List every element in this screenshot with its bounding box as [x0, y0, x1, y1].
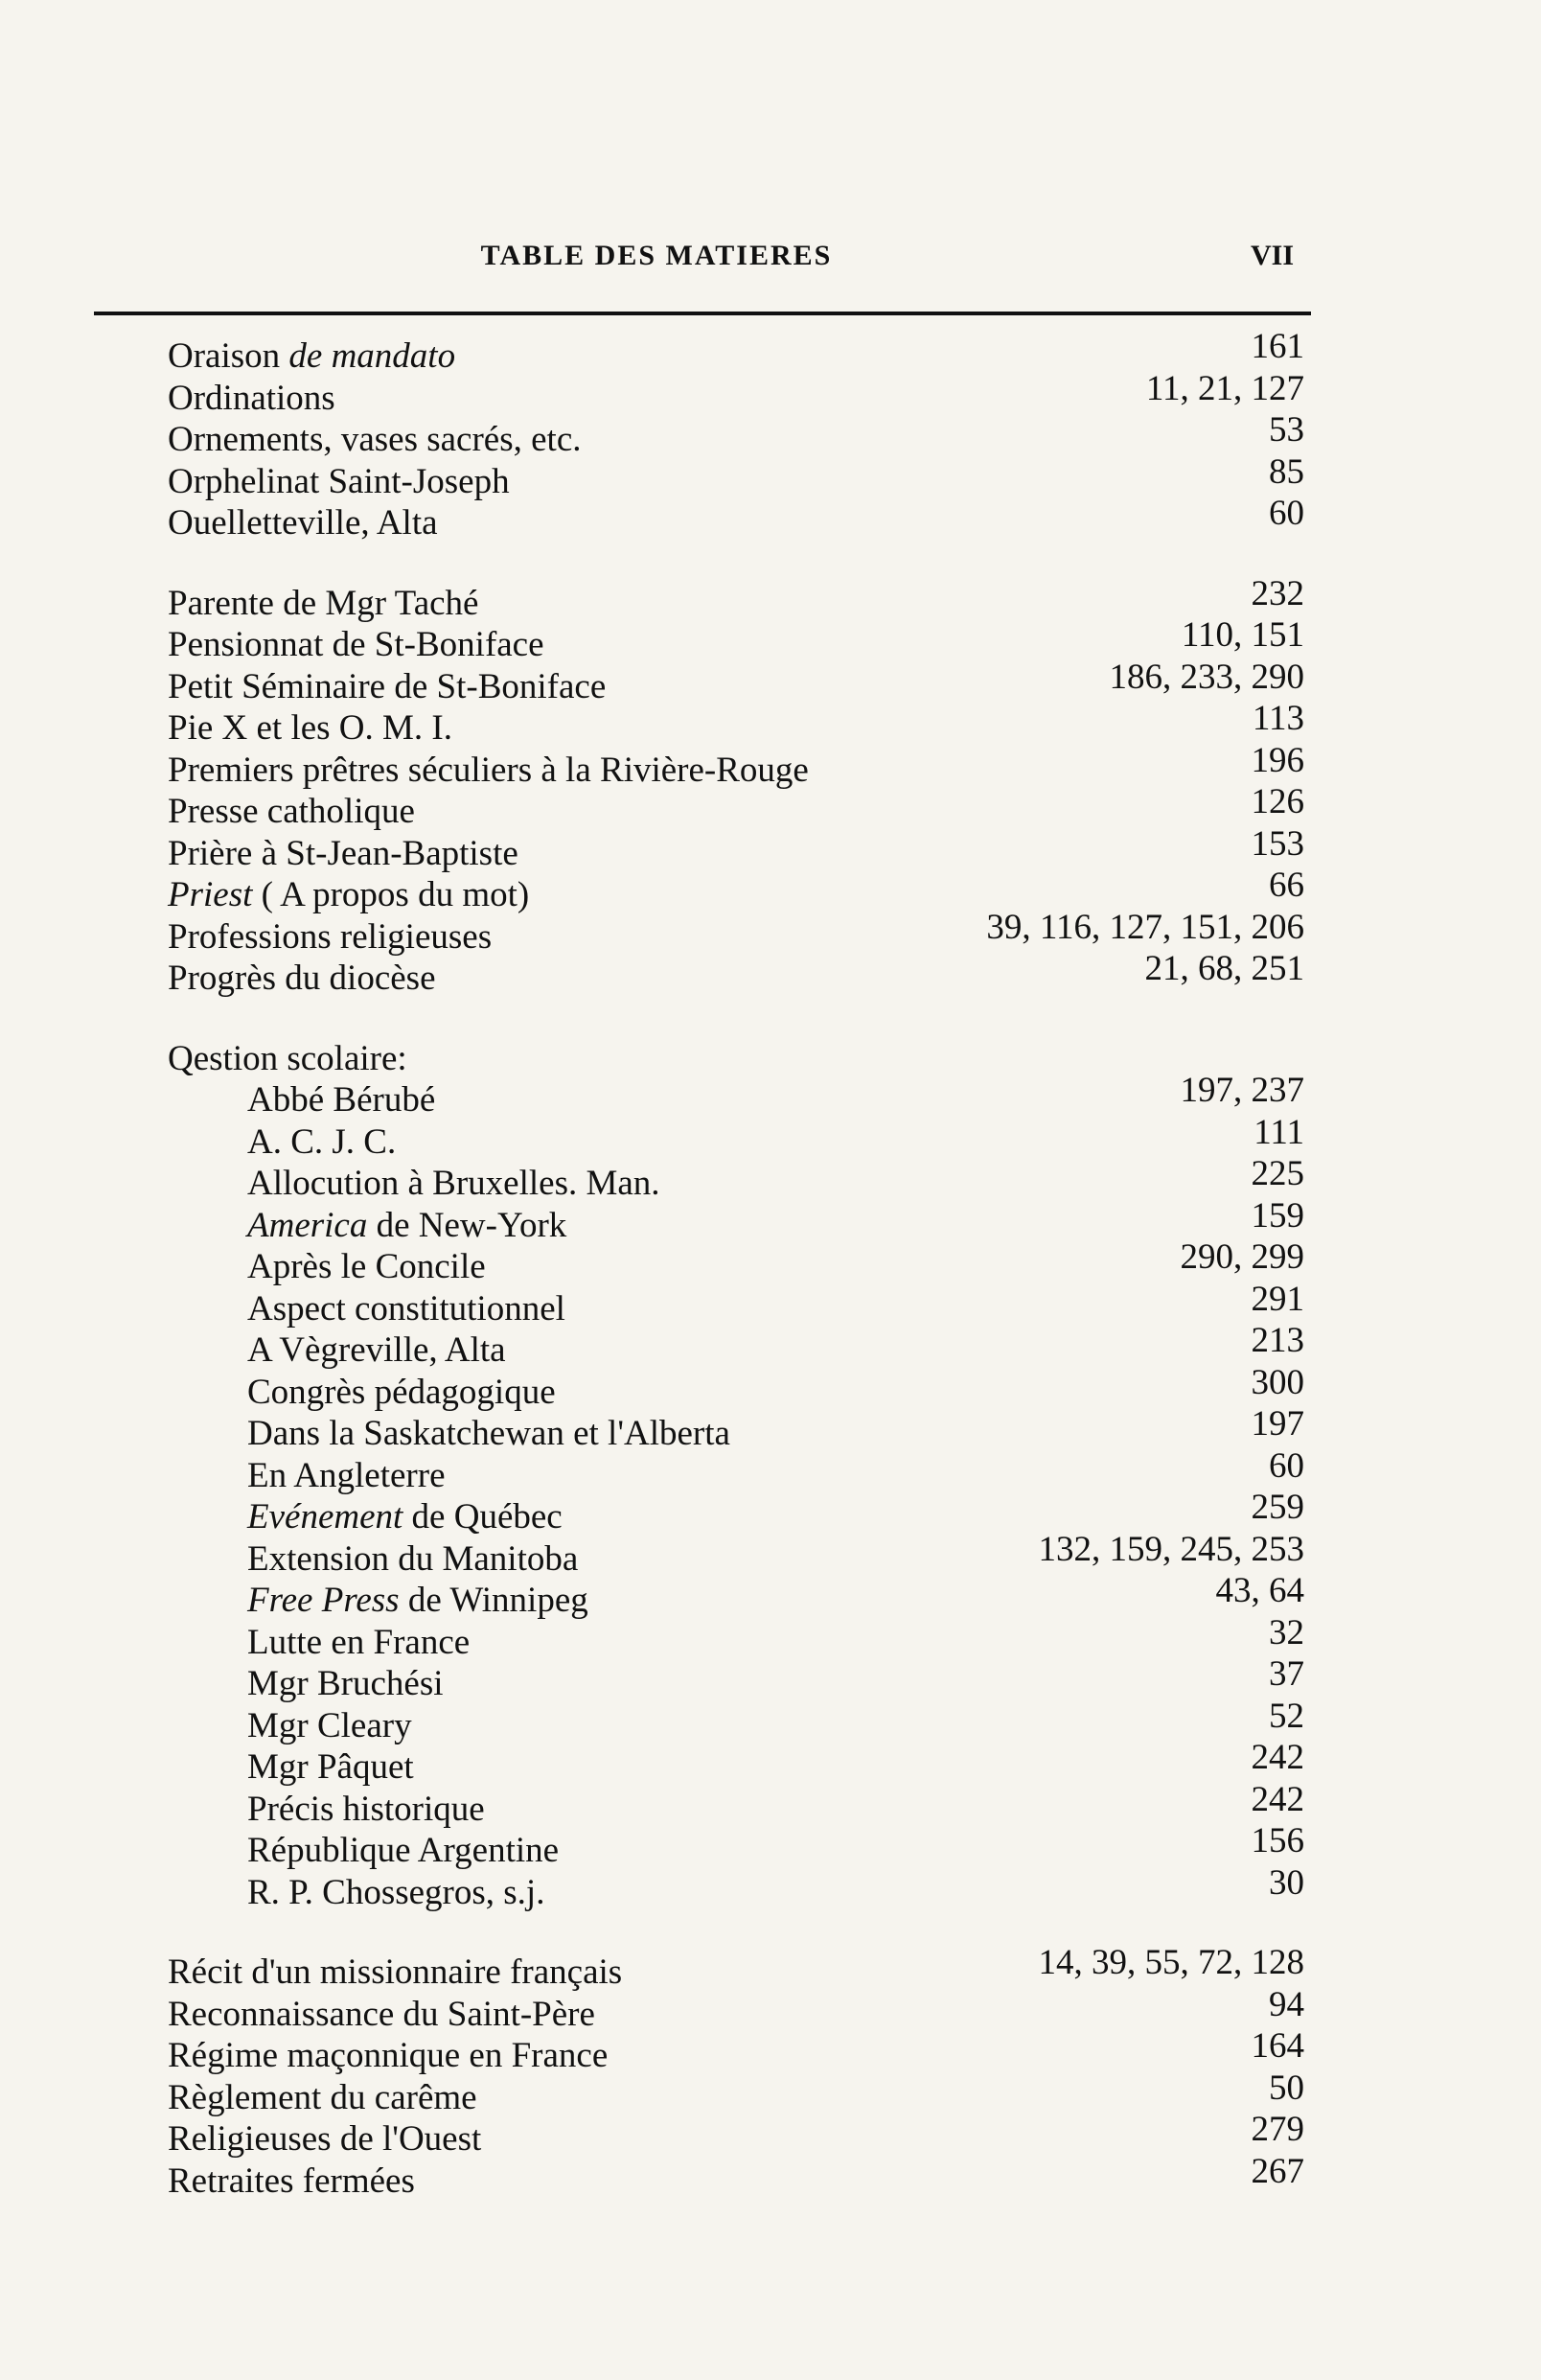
entry-label [247, 1705, 412, 1746]
entry-pages: 30 [1269, 1862, 1304, 1903]
entry-label-text: Petit Séminaire de St-Boniface [168, 666, 607, 706]
index-entry [0, 2110, 1541, 2160]
entry-label-text: Régime maçonnique en France [168, 2036, 609, 2075]
index-entry [0, 1738, 1541, 1789]
entry-pages: 111 [1254, 1112, 1304, 1152]
entry-label-text: En Angleterre [247, 1455, 446, 1495]
index-entry [0, 1154, 1541, 1205]
entry-pages: 197 [1251, 1404, 1304, 1444]
index-entry [0, 2068, 1541, 2119]
index-entry [0, 410, 1541, 461]
entry-pages: 186, 233, 290 [1109, 657, 1304, 697]
entry-pages: 85 [1269, 451, 1304, 492]
entry-pages: 32 [1269, 1612, 1304, 1652]
page-header-number: VII [1251, 240, 1295, 271]
entry-pages: 126 [1251, 782, 1304, 821]
page-header-title: TABLE DES MATIERES [480, 240, 833, 271]
entry-label [168, 707, 452, 749]
index-entry [0, 451, 1541, 503]
entry-pages: 37 [1269, 1654, 1304, 1694]
entry-pages: 156 [1251, 1821, 1304, 1860]
entry-pages: 161 [1251, 327, 1304, 366]
index-entry [0, 1195, 1541, 1247]
entry-label-text: Pensionnat de St-Boniface [168, 625, 544, 664]
entry-label-text: Ordinations [168, 378, 335, 418]
index-entry [0, 1612, 1541, 1664]
entry-label-text: Dans la Saskatchewan et l'Alberta [247, 1414, 730, 1453]
entry-label-italic: Priest [168, 875, 253, 914]
entry-pages: 242 [1251, 1779, 1304, 1819]
entry-label-text: Mgr Bruchési [247, 1664, 444, 1703]
entry-label [247, 1372, 556, 1413]
entry-pages: 291 [1251, 1279, 1304, 1319]
entry-label-text: Récit d'un missionnaire français [168, 1953, 623, 1992]
index-entry [0, 1862, 1541, 1914]
entry-label [247, 1622, 470, 1663]
index-entry [0, 1984, 1541, 2036]
entry-label [168, 1994, 595, 2035]
entry-pages: 94 [1269, 1984, 1304, 2024]
entry-label-text: Retraites fermées [168, 2160, 415, 2201]
index-entry [0, 740, 1541, 792]
entry-label-text: Orphelinat Saint-Joseph [168, 461, 510, 501]
entry-label [168, 624, 544, 665]
entry-pages: 21, 68, 251 [1144, 949, 1304, 988]
entry-label-text: Religieuses de l'Ouest [168, 2119, 482, 2159]
entry-label-italic: America [247, 1205, 368, 1245]
entry-pages: 113 [1252, 699, 1304, 738]
index-group [0, 1038, 1541, 1914]
entry-label-text: A Vègreville, Alta [247, 1330, 506, 1370]
entry-pages: 52 [1269, 1696, 1304, 1736]
entry-label [168, 958, 436, 999]
entry-label [168, 874, 529, 915]
entry-label [247, 1538, 578, 1580]
entry-label-text: Prière à St-Jean-Baptiste [168, 833, 518, 873]
entry-label [247, 1121, 396, 1163]
index-entry [0, 2026, 1541, 2077]
entry-label [247, 1872, 544, 1913]
entry-label-text: Oraison [168, 336, 289, 376]
entry-pages: 197, 237 [1180, 1071, 1304, 1110]
entry-label-text: Lutte en France [247, 1622, 471, 1662]
index-entry [0, 949, 1541, 1000]
entry-label-text: Aspect constitutionnel [247, 1288, 565, 1329]
entry-label [168, 2035, 608, 2076]
index-entry [0, 1488, 1541, 1538]
entry-label-text: Allocution à Bruxelles. Man. [247, 1164, 660, 1203]
entry-label [247, 1329, 506, 1371]
entry-label-text: A. C. J. C. [247, 1121, 397, 1162]
entry-label [247, 1079, 435, 1121]
entry-label-text: République Argentine [247, 1831, 560, 1870]
entry-pages: 50 [1269, 2068, 1304, 2108]
entry-label [247, 1789, 485, 1830]
entry-label-text: Parente de Mgr Taché [168, 583, 479, 623]
entry-pages: 259 [1251, 1488, 1304, 1527]
header-rule [94, 312, 1311, 315]
entry-label [247, 1246, 486, 1287]
index-entry [0, 1038, 1541, 1080]
entry-label-text: Abbé Bérubé [247, 1080, 436, 1120]
entry-label-text: Professions religieuses [168, 916, 493, 957]
entry-label [247, 1746, 414, 1788]
entry-label [168, 2118, 481, 2160]
entry-label-text: Mgr Pâquet [247, 1747, 414, 1787]
index-entry [0, 1321, 1541, 1372]
index-entry [0, 1696, 1541, 1747]
entry-label [247, 1413, 730, 1454]
entry-label-text: Règlement du carême [168, 2077, 477, 2117]
index-entry [0, 1654, 1541, 1705]
entry-label [247, 1288, 565, 1329]
entry-label [168, 666, 606, 707]
index-entry [0, 327, 1541, 378]
entry-pages: 279 [1251, 2110, 1304, 2149]
index-entry [0, 907, 1541, 959]
entry-label-suffix: de Winnipeg [399, 1581, 588, 1620]
index-group [0, 1943, 1541, 2202]
entry-pages: 242 [1251, 1738, 1304, 1777]
entry-pages: 164 [1251, 2026, 1304, 2066]
entry-pages: 213 [1251, 1321, 1304, 1360]
index-group [0, 327, 1541, 544]
entry-pages: 132, 159, 245, 253 [1038, 1529, 1304, 1569]
entry-label [168, 461, 510, 502]
index-entry [0, 782, 1541, 833]
entry-label-text: Progrès du diocèse [168, 959, 436, 998]
index-entry [0, 1943, 1541, 1994]
index-entry [0, 368, 1541, 420]
entry-label-italic: Free Press [247, 1581, 400, 1620]
entry-label [168, 378, 335, 419]
entry-pages: 225 [1251, 1154, 1304, 1193]
entry-label-text: Qestion scolaire: [168, 1038, 407, 1078]
entry-label [168, 335, 455, 377]
entry-label-text: Précis historique [247, 1789, 485, 1829]
index-entry [0, 1237, 1541, 1288]
entry-label-italic: de mandato [288, 336, 456, 376]
entry-label-text: R. P. Chossegros, s.j. [247, 1872, 545, 1912]
entry-label [168, 916, 492, 958]
entry-label [168, 583, 478, 624]
index-entry [0, 1821, 1541, 1872]
entry-label-text: Premiers prêtres séculiers à la Rivière-Rouge [168, 750, 809, 790]
index-entry [0, 1571, 1541, 1622]
entry-pages: 39, 116, 127, 151, 206 [986, 907, 1304, 947]
entry-label [168, 1038, 407, 1079]
entry-label-suffix: de Québec [402, 1497, 563, 1537]
entry-pages: 159 [1251, 1195, 1304, 1236]
entry-label [168, 1952, 622, 1993]
index-entry [0, 699, 1541, 750]
entry-label-text: Pie X et les O. M. I. [168, 708, 452, 748]
entry-pages: 11, 21, 127 [1145, 368, 1304, 408]
index-entry [0, 1779, 1541, 1831]
index-entry [0, 1529, 1541, 1581]
entry-pages: 43, 64 [1215, 1571, 1304, 1610]
index-group [0, 573, 1541, 1000]
index-entry [0, 1362, 1541, 1414]
entry-label-text: Congrès pédagogique [247, 1372, 556, 1412]
entry-pages: 153 [1251, 823, 1304, 864]
entry-label-text: Ouelletteville, Alta [168, 503, 438, 543]
entry-label-text: Ornements, vases sacrés, etc. [168, 420, 582, 459]
index-entries [0, 327, 1541, 2240]
index-entry [0, 1112, 1541, 1164]
index-entry [0, 1071, 1541, 1121]
index-entry [0, 494, 1541, 544]
entry-label-text: Reconnaissance du Saint-Père [168, 1994, 595, 2034]
index-entry [0, 866, 1541, 916]
entry-pages: 232 [1251, 573, 1304, 613]
index-entry [0, 1445, 1541, 1497]
entry-label [168, 833, 518, 874]
entry-label [247, 1496, 563, 1537]
index-entry [0, 1404, 1541, 1455]
entry-pages: 60 [1269, 494, 1304, 533]
index-entry [0, 823, 1541, 875]
entry-pages: 110, 151 [1181, 615, 1304, 655]
entry-label [168, 2160, 415, 2202]
entry-pages: 53 [1269, 410, 1304, 450]
entry-pages: 60 [1269, 1445, 1304, 1486]
index-entry [0, 657, 1541, 708]
entry-label-text: Mgr Cleary [247, 1705, 412, 1745]
entry-label [247, 1830, 559, 1871]
entry-label [247, 1205, 566, 1246]
index-entry [0, 573, 1541, 625]
entry-label-suffix: ( A propos du mot) [252, 875, 530, 914]
entry-label [168, 502, 438, 543]
entry-label [247, 1663, 444, 1704]
index-entry [0, 1279, 1541, 1330]
entry-label-italic: Evénement [247, 1497, 403, 1537]
entry-label-text: Presse catholique [168, 792, 415, 831]
entry-pages: 300 [1251, 1362, 1304, 1402]
entry-pages: 196 [1251, 740, 1304, 780]
entry-pages: 66 [1269, 866, 1304, 905]
entry-label [168, 791, 415, 832]
entry-label [247, 1580, 588, 1621]
entry-label [168, 2077, 477, 2118]
entry-label-text: Après le Concile [247, 1247, 486, 1286]
entry-pages: 290, 299 [1180, 1237, 1304, 1277]
entry-pages: 14, 39, 55, 72, 128 [1038, 1943, 1304, 1982]
entry-label-suffix: de New-York [367, 1205, 567, 1245]
entry-pages: 267 [1251, 2151, 1304, 2191]
entry-label-text: Extension du Manitoba [247, 1538, 579, 1579]
entry-label [168, 419, 582, 460]
entry-label [247, 1455, 446, 1496]
index-entry [0, 615, 1541, 666]
entry-label [247, 1163, 660, 1204]
index-entry [0, 2151, 1541, 2203]
entry-label [168, 750, 809, 791]
